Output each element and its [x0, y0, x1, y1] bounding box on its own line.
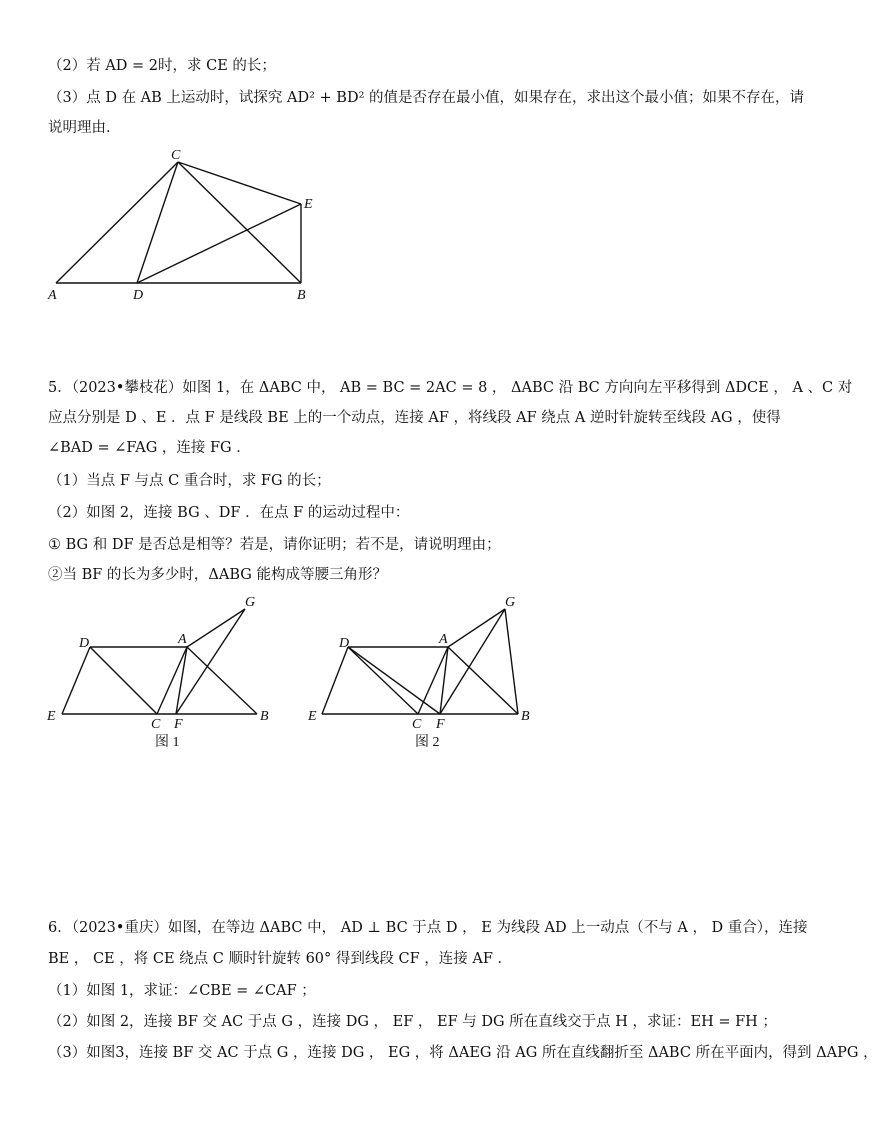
q6-line3: （1）如图 1，求证：∠CBE = ∠CAF ； [48, 983, 316, 999]
figure-1-caption: 图 1 [155, 735, 180, 750]
q5-line4: （1）当点 F 与点 C 重合时，求 FG 的长； [48, 473, 331, 489]
label-C: C [412, 717, 422, 732]
label-E: E [308, 709, 317, 724]
label-B: B [297, 288, 306, 303]
q6-line5: （3）如图3，连接 BF 交 AC 于点 G ，连接 DG ， EG ，将 ΔAEG 沿 AG 所在直线翻折至 ΔABC 所在平面内，得到 ΔAPG ， [48, 1045, 878, 1061]
label-D: D [79, 636, 90, 651]
label-B: B [521, 709, 530, 724]
q6-line2: BE ， CE ，将 CE 绕点 C 顺时针旋转 60° 得到线段 CF ，连接 AF ． [48, 951, 512, 967]
label-A: A [48, 288, 57, 303]
label-C: C [151, 717, 161, 732]
q5-line3: ∠BAD = ∠FAG ，连接 FG ． [48, 440, 251, 456]
label-G: G [505, 595, 516, 610]
label-D: D [339, 636, 350, 651]
q5-figure-1 [40, 590, 290, 750]
label-D: D [133, 288, 144, 303]
label-F: F [174, 717, 183, 732]
q6-line1: 6．（2023•重庆）如图，在等边 ΔABC 中， AD ⊥ BC 于点 D ， E 为线段 AD 上一动点（不与 A ， D 重合），连接 [48, 920, 808, 936]
q5-line6: ① BG 和 DF 是否总是相等？若是，请你证明；若不是，请说明理由； [48, 537, 501, 553]
label-F: F [436, 717, 445, 732]
figure-2-caption: 图 2 [415, 735, 440, 750]
q6-line4: （2）如图 2，连接 BF 交 AC 于点 G ，连接 DG ， EF ， EF 与 DG 所在直线交于点 H ，求证：EH = FH ； [48, 1014, 777, 1030]
q4-part3-line1: （3）点 D 在 AB 上运动时，试探究 AD² + BD² 的值是否存在最小值，如果存在，求出这个最小值；如果不存在，请 [48, 90, 804, 106]
label-G: G [245, 595, 256, 610]
label-E: E [304, 197, 313, 212]
label-B: B [260, 709, 269, 724]
label-C: C [171, 148, 181, 163]
label-A: A [439, 632, 448, 647]
q4-figure [40, 142, 330, 307]
label-E: E [47, 709, 56, 724]
q5-line2: 应点分别是 D 、E ．点 F 是线段 BE 上的一个动点，连接 AF ，将线段 AF 绕点 A 逆时针旋转至线段 AG ，使得 [48, 410, 781, 426]
q4-part3-line2: 说明理由． [48, 120, 121, 136]
q4-part2: （2）若 AD = 2时，求 CE 的长； [48, 58, 276, 74]
q5-line7: ②当 BF 的长为多少时，ΔABG 能构成等腰三角形？ [48, 567, 387, 583]
q5-figure-2 [300, 590, 550, 750]
q5-line1: 5．（2023•攀枝花）如图 1，在 ΔABC 中， AB = BC = 2AC = 8 ， ΔABC 沿 BC 方向向左平移得到 ΔDCE ， A 、C 对 [48, 380, 853, 396]
label-A: A [178, 632, 187, 647]
q5-line5: （2）如图 2，连接 BG 、DF ．在点 F 的运动过程中： [48, 505, 410, 521]
